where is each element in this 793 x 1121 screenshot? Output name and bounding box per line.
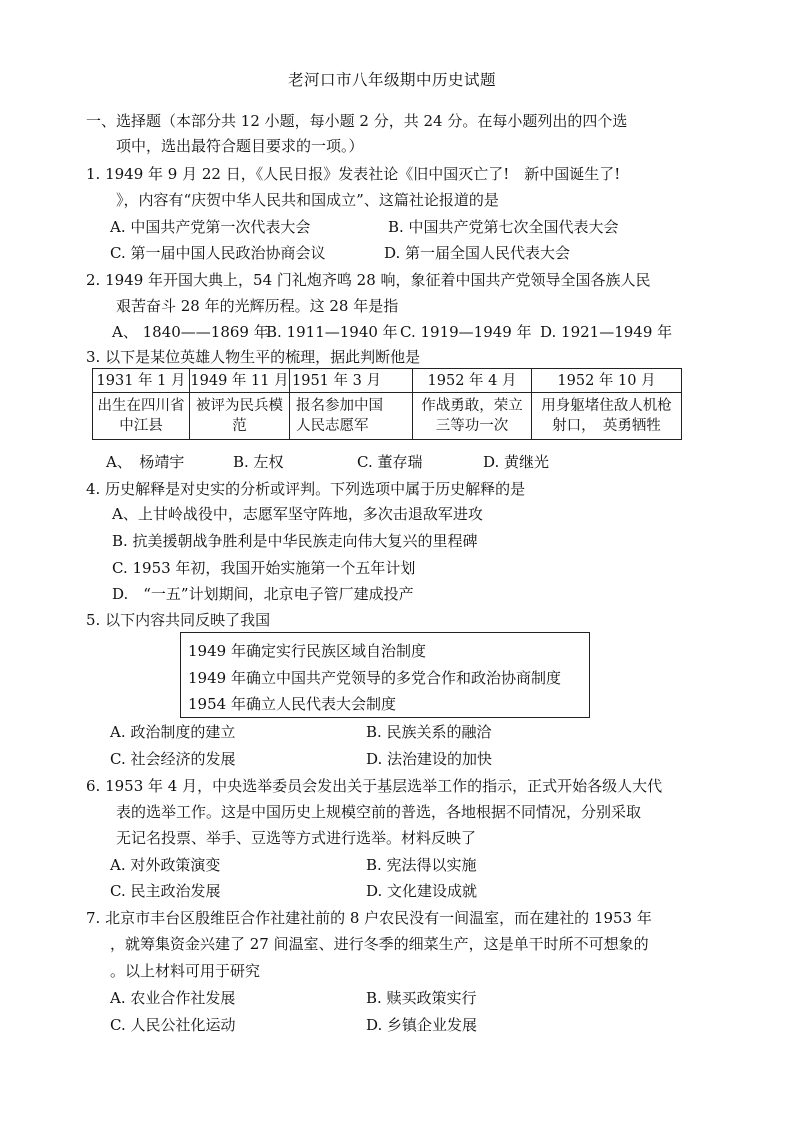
q5-material-box (180, 632, 590, 718)
table-cell-line: 范 (232, 418, 247, 434)
q1-option-d[interactable]: D. 第一届全国人民代表大会 (384, 244, 571, 262)
q7-option-b[interactable]: B. 赎买政策实行 (366, 989, 477, 1007)
table-header-cell: 1951 年 3 月 (290, 369, 413, 393)
q6-option-a[interactable]: A. 对外政策演变 (110, 856, 221, 874)
table-cell (532, 393, 682, 440)
q5-option-c[interactable]: C. 社会经济的发展 (110, 750, 236, 768)
q5-stem: 5. 以下内容共同反映了我国 (86, 611, 271, 629)
table-cell-line: 出生在四川省 (97, 398, 185, 414)
page-title: 老河口市八年级期中历史试题 (288, 71, 497, 89)
q2-option-b[interactable]: B. 1911—1940 年 (266, 323, 398, 341)
table-cell-line: 人民志愿军 (296, 418, 369, 434)
table-cell (93, 393, 190, 440)
q1-option-a[interactable]: A. 中国共产党第一次代表大会 (110, 218, 311, 236)
table-cell (290, 393, 413, 440)
q4-option-b[interactable]: B. 抗美援朝战争胜利是中华民族走向伟大复兴的里程碑 (112, 532, 478, 550)
table-cell-line: 被评为民兵模 (196, 398, 283, 414)
table-header-cell: 1952 年 10 月 (532, 369, 682, 393)
q1-stem-line-1: 1. 1949 年 9 月 22 日，《人民日报》发表社论《旧中国灭亡了! 新中国诞生了! (86, 165, 621, 183)
q5-box-line-1: 1949 年确定实行民族区域自治制度 (188, 642, 426, 660)
q7-stem-line-3: 。以上材料可用于研究 (110, 962, 261, 980)
q2-option-d[interactable]: D. 1921—1949 年 (540, 323, 673, 341)
table-header-cell: 1931 年 1 月 (93, 369, 190, 393)
q3-option-d[interactable]: D. 黄继光 (483, 453, 550, 471)
q6-stem-line-1: 6. 1953 年 4 月，中央选举委员会发出关于基层选举工作的指示，正式开始各级人大代 (86, 777, 663, 795)
q7-stem-line-2: ，就筹集资金兴建了 27 间温室、进行冬季的细菜生产，这是单干时所不可想象的 (110, 935, 649, 953)
q6-stem-line-2: 表的选举工作。这是中国历史上规模空前的普选，各地根据不同情况，分别采取 (116, 803, 642, 821)
q3-option-a[interactable]: A、 杨靖宇 (106, 453, 185, 471)
q4-option-d[interactable]: D. “一五”计划期间，北京电子管厂建成投产 (112, 585, 414, 603)
table-cell-line: 三等功一次 (435, 418, 509, 434)
q3-stem: 3. 以下是某位英雄人物生平的梳理，据此判断他是 (86, 348, 421, 366)
table-cell-line: 作战勇敢，荣立 (421, 398, 523, 414)
q6-stem-line-3: 无记名投票、举手、豆选等方式进行选举。材料反映了 (116, 829, 477, 847)
q3-option-b[interactable]: B. 左权 (233, 453, 284, 471)
hero-timeline-table (92, 368, 682, 440)
table-cell-line: 用身躯堵住敌人机枪 (541, 398, 672, 414)
q2-stem-line-2: 艰苦奋斗 28 年的光辉历程。这 28 年是指 (116, 297, 399, 315)
q5-option-d[interactable]: D. 法治建设的加快 (366, 750, 493, 768)
section-header-line-1: 一、选择题（本部分共 12 小题，每小题 2 分，共 24 分。在每小题列出的四个选 (86, 112, 628, 130)
table-cell (190, 393, 290, 440)
q2-option-a[interactable]: A、 1840——1869 年 (112, 323, 269, 341)
section-header-line-2: 项中，选出最符合题目要求的一项。） (116, 137, 364, 155)
q1-stem-line-2: 》，内容有“庆贺中华人民共和国成立”、这篇社论报道的是 (116, 191, 499, 209)
q1-option-c[interactable]: C. 第一届中国人民政治协商会议 (110, 244, 326, 262)
q7-option-c[interactable]: C. 人民公社化运动 (110, 1016, 236, 1034)
table-cell-line: 射口， 英勇牺牲 (552, 418, 661, 434)
q1-option-b[interactable]: B. 中国共产党第七次全国代表大会 (388, 218, 619, 236)
q4-option-a[interactable]: A、上甘岭战役中，志愿军坚守阵地，多次击退敌军进攻 (112, 505, 483, 523)
q2-stem-line-1: 2. 1949 年开国大典上，54 门礼炮齐鸣 28 响，象征着中国共产党领导全国各族人民 (86, 271, 651, 289)
q3-option-c[interactable]: C. 董存瑞 (357, 453, 423, 471)
table-header-cell: 1952 年 4 月 (413, 369, 532, 393)
q4-stem: 4. 历史解释是对史实的分析或评判。下列选项中属于历史解释的是 (86, 480, 526, 498)
q7-option-a[interactable]: A. 农业合作社发展 (110, 989, 236, 1007)
q5-option-a[interactable]: A. 政治制度的建立 (110, 723, 236, 741)
q6-option-b[interactable]: B. 宪法得以实施 (366, 856, 477, 874)
table-cell-line: 报名参加中国 (296, 398, 383, 414)
table-cell-line: 中江县 (119, 418, 163, 434)
q7-option-d[interactable]: D. 乡镇企业发展 (366, 1016, 478, 1034)
q5-box-line-3: 1954 年确立人民代表大会制度 (188, 695, 396, 713)
q6-option-d[interactable]: D. 文化建设成就 (366, 882, 478, 900)
q5-box-line-2: 1949 年确立中国共产党领导的多党合作和政治协商制度 (188, 669, 561, 687)
q2-option-c[interactable]: C. 1919—1949 年 (400, 323, 532, 341)
q5-option-b[interactable]: B. 民族关系的融洽 (366, 723, 492, 741)
table-cell (413, 393, 532, 440)
q6-option-c[interactable]: C. 民主政治发展 (110, 882, 221, 900)
table-header-cell: 1949 年 11 月 (190, 369, 290, 393)
q7-stem-line-1: 7. 北京市丰台区殷维臣合作社建社前的 8 户农民没有一间温室，而在建社的 1953 年 (86, 909, 652, 927)
q4-option-c[interactable]: C. 1953 年初，我国开始实施第一个五年计划 (112, 559, 416, 577)
